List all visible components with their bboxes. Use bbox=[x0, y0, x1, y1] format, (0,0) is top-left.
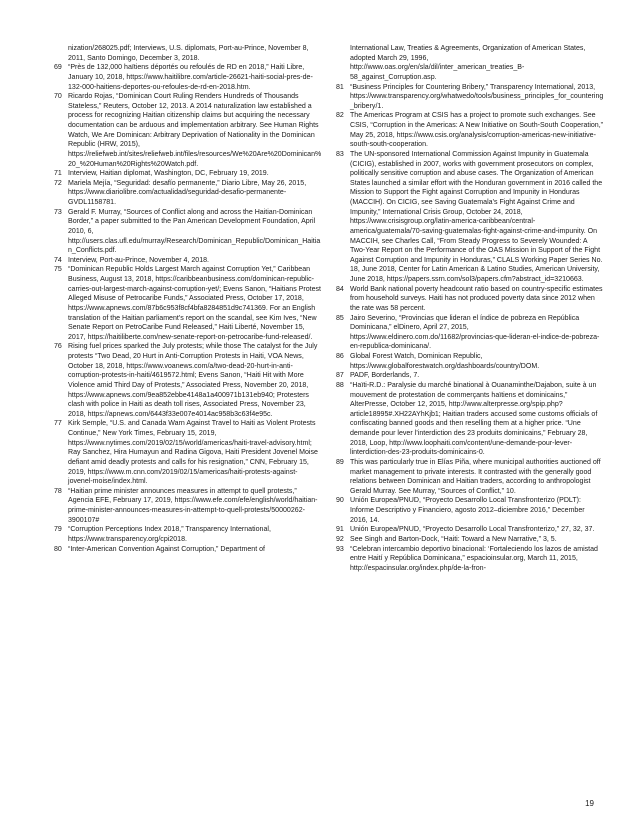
endnote-number: 91 bbox=[336, 526, 344, 534]
endnote-90 bbox=[336, 496, 604, 525]
endnote-number: 92 bbox=[336, 535, 344, 543]
endnote-text: Gerald F. Murray, “Sources of Conflict along and across the Haitian-Dominican Border,” a paper submitted to the Pan American Development Foundation, April 2010, 6, http://users.clas.ufl.edu/murray/Research/Dominican_Republic/Dominican_Haitian_Conflicts.pdf. bbox=[68, 208, 321, 255]
endnote-continuation bbox=[336, 44, 604, 83]
endnotes-right-column bbox=[336, 44, 604, 573]
endnote-text: “Haitian prime minister announces measures in attempt to quell protests,” Agencia EFE, February 17, 2019, https://www.efe.com/efe/english/world/haitian-prime-minister-announces-measures-in-attempt-to-quell-protests/50000262-3900107# bbox=[68, 487, 318, 524]
endnote-89 bbox=[336, 458, 604, 497]
endnote-number: 80 bbox=[54, 545, 62, 553]
endnote-text: “Corruption Perceptions Index 2018,” Transparency International, https://www.transparency.org/cpi2018. bbox=[68, 526, 271, 543]
endnote-number: 83 bbox=[336, 150, 344, 158]
endnote-86 bbox=[336, 352, 604, 371]
endnote-number: 93 bbox=[336, 545, 344, 553]
endnote-text: Unión Europea/PNUD, “Proyecto Desarrollo Local Transfronterizo,” 27, 32, 37. bbox=[350, 526, 595, 534]
endnote-88 bbox=[336, 381, 604, 458]
endnote-79 bbox=[54, 525, 322, 544]
endnote-number: 71 bbox=[54, 170, 62, 178]
endnote-81 bbox=[336, 83, 604, 112]
endnote-text: This was particularly true in Elías Piña, where municipal authorities auctioned off market management to private interests. It contrasted with the generally good relations between Dominican and Haitian traders, according to anthropologist Gerald Murray. See Murray, “Sources of Conflict,” 10. bbox=[350, 458, 601, 495]
endnote-continuation bbox=[54, 44, 322, 63]
endnote-number: 84 bbox=[336, 285, 344, 293]
endnote-text: “Business Principles for Countering Bribery,” Transparency International, 2013, https://www.transparency.org/whatwedo/tools/business_principles_for_countering_bribery/1. bbox=[350, 83, 604, 110]
endnote-73 bbox=[54, 208, 322, 256]
endnote-text: “Celebran intercambio deportivo binacional: ‘Fortaleciendo los lazos de amistad entre Haití y República Dominicana,” espacioinsular.org, March 11, 2015, http://espacinsular.org/index.php/de-la-fron- bbox=[350, 545, 598, 572]
endnote-70 bbox=[54, 92, 322, 169]
endnote-number: 85 bbox=[336, 314, 344, 322]
endnote-78 bbox=[54, 487, 322, 526]
endnote-number: 86 bbox=[336, 353, 344, 360]
endnote-number: 82 bbox=[336, 112, 344, 120]
endnote-number: 89 bbox=[336, 458, 344, 466]
endnote-number: 88 bbox=[336, 381, 344, 389]
endnote-number: 72 bbox=[54, 179, 62, 187]
endnote-91 bbox=[336, 525, 604, 535]
endnote-text: The UN-sponsored International Commission Against Impunity in Guatemala (CICIG), established in 2007, works with government prosecutors on complex, politically sensitive corruption and abuse cases. The Organization of American States launched a similar effort with the Honduran government in 2016 called the Mission to Support the Fight against Corruption and Impunity in Honduras (MACCIH). On CICIG, see Saving Guatemala’s Fight Against Crime and Impunity,” International Crisis Group, October 24, 2018, https://www.crisisgroup.org/latin-america-caribbean/central-america/guatemala/70-saving-guatemalas-fight-against-crime-and-impunity. On MACCIH, see Charles Call, “From Steady Progress to Severely Wounded: A Two-Year Report on the Performance of the OAS Mission in Support of the Fight Against Corruption and Impunity in Honduras,” CLALS Working Paper Series No. 18, June 2018, Center for Latin American & Latino Studies, American University, June 2018, https://papers.ssrn.com/sol3/papers.cfm?abstract_id=3210663. bbox=[350, 150, 603, 283]
endnote-number: 90 bbox=[336, 497, 344, 505]
endnote-text: nization/268025.pdf; Interviews, U.S. diplomats, Port-au-Prince, November 8, 2011, Santo Domingo, December 3, 2018. bbox=[68, 45, 309, 62]
endnote-74 bbox=[54, 256, 322, 266]
endnote-76 bbox=[54, 342, 322, 419]
endnote-text: “Près de 132,000 haïtiens déportés ou refoulés de RD en 2018,” Haiti Libre, January 10, 2018, https://www.haitilibre.com/article-26621-haiti-social-pres-de-132-000-haitiens-deportes-ou-refoules-de-rd-en-2018.htm. bbox=[68, 64, 313, 91]
endnote-text: Mariela Mejía, “Seguridad: desafío permanente,” Diario Libre, May 26, 2015, https://www.diariolibre.com/actualidad/seguridad-desafio-permanente-GVDL1158781. bbox=[68, 179, 307, 206]
endnote-text: World Bank national poverty headcount ratio based on country-specific estimates from household surveys. Haiti has not produced poverty data since 2012 when the rate was 58 percent. bbox=[350, 285, 603, 312]
endnote-text: “Inter-American Convention Against Corruption,” Department of bbox=[68, 545, 266, 553]
endnote-text: PADF, Borderlands, 7. bbox=[350, 372, 420, 380]
endnote-77 bbox=[54, 419, 322, 486]
endnote-84 bbox=[336, 285, 604, 314]
endnote-number: 79 bbox=[54, 526, 62, 534]
endnote-93 bbox=[336, 545, 604, 574]
endnote-69 bbox=[54, 63, 322, 92]
endnote-number: 69 bbox=[54, 64, 62, 72]
endnotes-page bbox=[54, 44, 604, 784]
endnote-text: Interview, Haitian diplomat, Washington, DC, February 19, 2019. bbox=[68, 170, 269, 178]
endnote-text: Interview, Port-au-Prince, November 4, 2018. bbox=[68, 256, 210, 264]
endnote-72 bbox=[54, 179, 322, 208]
endnote-80 bbox=[54, 545, 322, 555]
endnote-number: 74 bbox=[54, 256, 62, 264]
endnote-text: “Haïti-R.D.: Paralysie du marché binational à Ouanaminthe/Dajabon, suite à un mouvement de protestation de commerçants haïtiens et dominicains,” AlterPresse, October 12, 2015, http://www.alterpresse.org/spip.php?article18995#.XH22AYhKjb1; Haitian traders accused some customs officials of confiscating banned goods and then reselling them at a higher price. “Une demande pour lever l’interdiction des 23 produits dominicains,” February 28, 2018, Loop, http://www.loophaiti.com/content/une-demande-pour-lever-linterdiction-des-23-produits-dominicains-0. bbox=[350, 381, 598, 457]
endnote-text: The Americas Program at CSIS has a project to promote such exchanges. See CSIS, “Corruption in the Americas: A New Initiative on South-South Cooperation,” May 25, 2018, https://www.csis.org/analysis/corruption-americas-new-initiative-south-south-cooperation. bbox=[350, 112, 604, 149]
endnote-text: Jairo Severino, “Provincias que lideran el índice de pobreza en República Dominicana,” elDinero, April 27, 2015, https://www.eldinero.com.do/11682/provincias-que-lideran-el-indice-de-pobreza-en-republica-dominicana/. bbox=[350, 314, 600, 351]
endnote-text: Ricardo Rojas, “Dominican Court Ruling Renders Hundreds of Thousands Stateless,” Reuters, October 12, 2013. A 2014 naturalization law established a process for recognizing Haitian citizenship claims but acquiring the necessary documentation can be arduous and implementation arbitrary. See Human Rights Watch, We Are Dominican: Arbitrary Deprivation of Nationality in the Dominican Republic (HRW, 2015), https://reliefweb.int/sites/reliefweb.int/files/resources/We%20Are%20Dominican%20_%20Human%20Rights%20Watch.pdf. bbox=[68, 93, 322, 168]
endnote-number: 81 bbox=[336, 83, 344, 91]
endnote-text: Unión Europea/PNUD, “Proyecto Desarrollo Local Transfronterizo (PDLT): Informe Descriptivo y Financiero, agosto 2012–diciembre 2016,” December 2016, 14. bbox=[350, 497, 585, 524]
endnote-92 bbox=[336, 535, 604, 545]
page-number: 19 bbox=[585, 799, 594, 808]
endnote-82 bbox=[336, 111, 604, 150]
endnote-71 bbox=[54, 169, 322, 179]
endnote-number: 78 bbox=[54, 487, 62, 495]
endnote-85 bbox=[336, 314, 604, 353]
endnote-number: 70 bbox=[54, 93, 62, 101]
endnote-number: 87 bbox=[336, 372, 344, 380]
endnote-text: “Dominican Republic Holds Largest March against Corruption Yet,” Caribbean Business, August 13, 2018, https://caribbeanbusiness.com/dominican-republic-carries-out-largest-march-against-corruption-yet/; Evens Sanon, “Haitians Protest Alleged Misuse of Petrocaribe Funds,” Associated Press, October 17, 2018, https://www.apnews.com/87b6c953f8cf4bfa8284851d9c741369. For an English translation of the Haitian parliament’s report on the scandal, see Kim Ives, “New Senate Report on PetroCaribe Fund Released,” Haiti Liberté, November 15, 2017, https://haitiliberte.com/new-senate-report-on-petrocaribe-fund-released/. bbox=[68, 266, 322, 341]
endnote-number: 77 bbox=[54, 420, 62, 428]
endnote-text: Rising fuel prices sparked the July protests; while those The catalyst for the July protests “Two Dead, 20 Hurt in Anti-Corruption Protests in Haiti, VOA News, October 18, 2018, https://www.voanews.com/a/two-dead-20-hurt-in-anti-corruption-protests-in-haiti/4619572.html; Evens Sanon, “Haiti Hit with More Violence amid Third Day of Protests,” Associated Press, November 20, 2018, https://www.apnews.com/9ea852ebbe4148a1a400971b131eb940; Protesters clash with police in Haiti as death toll rises, Associated Press, November 23, 2018, https://apnews.com/6443f33e007e4014ac958b3c63f4e95c. bbox=[68, 343, 318, 418]
endnote-number: 76 bbox=[54, 343, 62, 351]
endnote-75 bbox=[54, 265, 322, 342]
endnote-text: Kirk Semple, “U.S. and Canada Warn Against Travel to Haiti as Violent Protests Continue,” New York Times, February 15, 2019, https://www.nytimes.com/2019/02/15/world/americas/haiti-travel-advisory.html; Ray Sanchez, Hira Humayun and Radina Gigova, Haiti President Jovenel Moise defiant amid deadly protests and calls for his resignation,” CNN, February 15, 2019, https://www.m.cnn.com/2019/02/15/americas/haiti-protests-against-jovenel-moise/index.html. bbox=[68, 420, 318, 486]
endnote-text: See Singh and Barton-Dock, “Haiti: Toward a New Narrative,” 3, 5. bbox=[350, 535, 557, 543]
endnote-83 bbox=[336, 150, 604, 285]
endnote-number: 73 bbox=[54, 208, 62, 216]
endnote-number: 75 bbox=[54, 266, 62, 274]
endnotes-left-column bbox=[54, 44, 322, 554]
endnote-text: Global Forest Watch, Dominican Republic, https://www.globalforestwatch.org/dashboards/country/DOM. bbox=[350, 353, 540, 370]
endnote-87 bbox=[336, 371, 604, 381]
endnote-text: International Law, Treaties & Agreements, Organization of American States, adopted March 29, 1996, http://www.oas.org/en/sla/dil/inter_american_treaties_B-58_against_Corruption.asp. bbox=[350, 45, 586, 81]
